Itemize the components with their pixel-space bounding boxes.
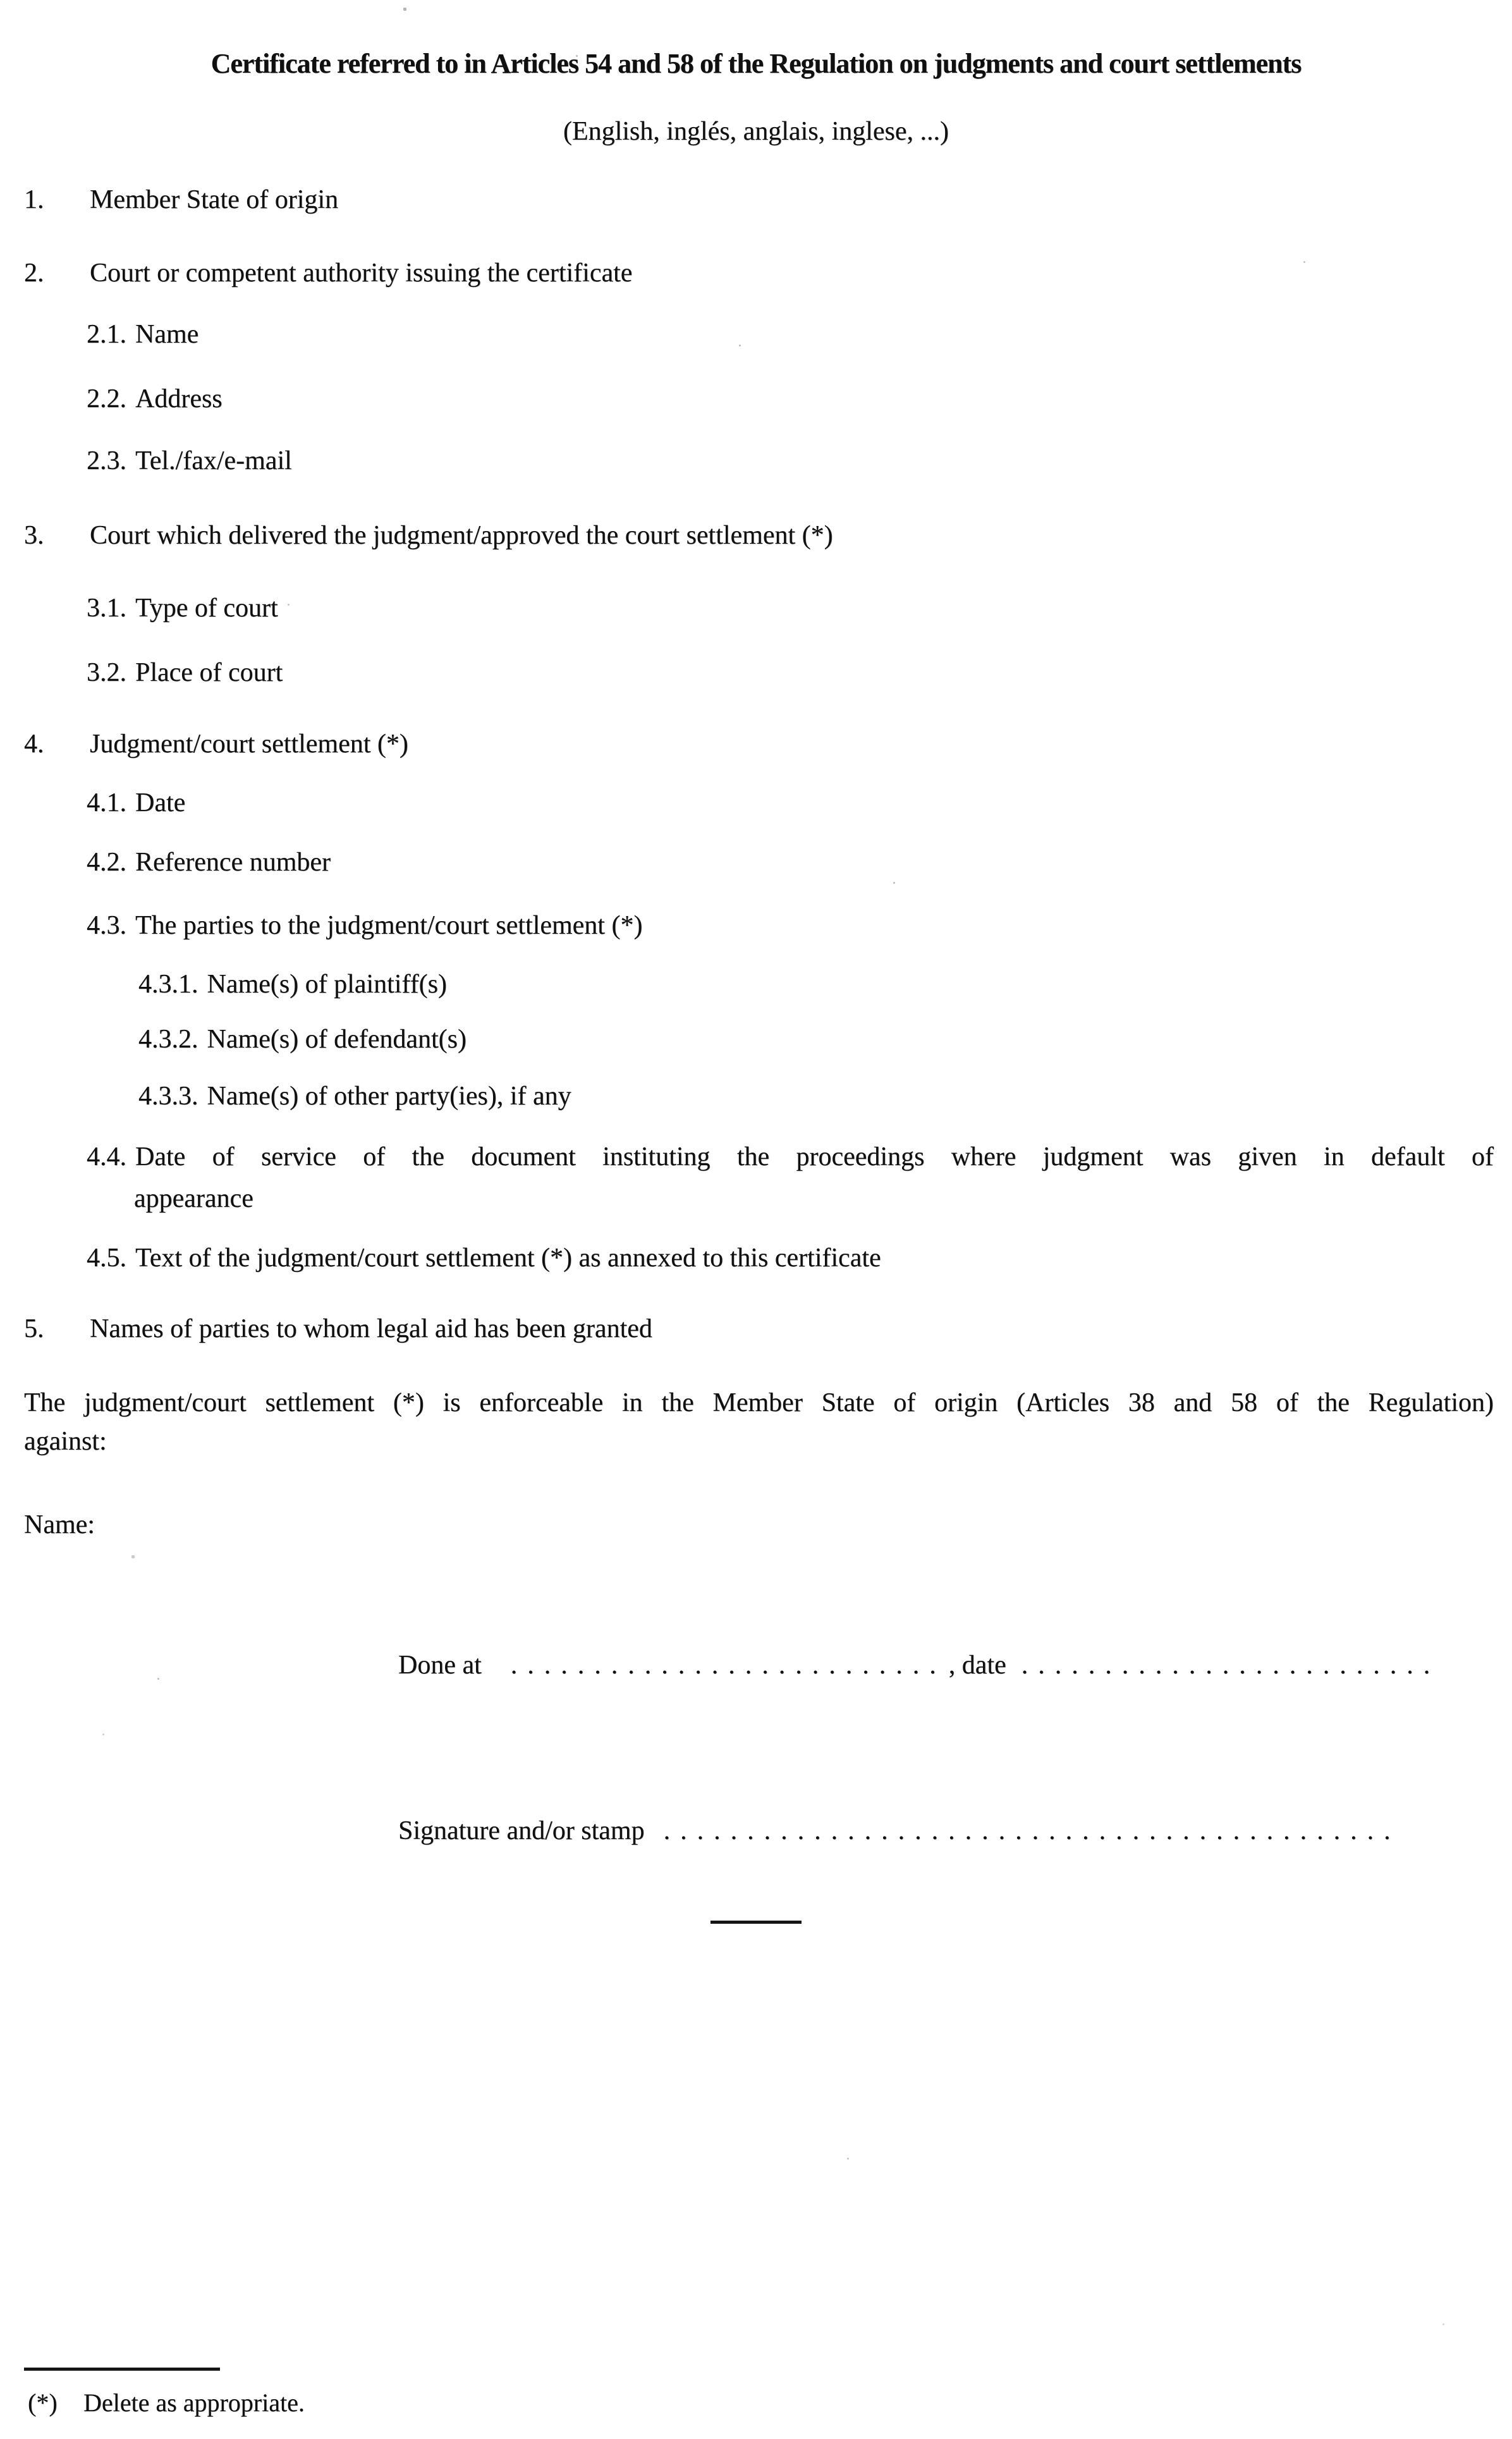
item-number: 4.2.: [87, 848, 126, 877]
form-item-2: [24, 260, 632, 286]
signature-dotted-leader: ............................................: [663, 1816, 1401, 1845]
item-label: Tel./fax/e-mail: [135, 446, 292, 475]
scan-noise-speckles: [0, 0, 1, 1]
item-number: 2.: [24, 259, 44, 288]
form-item-2-3: [87, 448, 292, 474]
footnote-marker: (*): [28, 2388, 58, 2417]
item-number: 3.1.: [87, 594, 126, 623]
item-number: 2.1.: [87, 320, 126, 349]
enforceability-paragraph: [24, 1390, 1494, 1455]
form-item-4-5: [87, 1245, 881, 1271]
item-line-justified: [87, 1144, 1494, 1170]
item-label: Reference number: [135, 848, 331, 877]
signature-line: [398, 1818, 1401, 1844]
form-item-4-3: [87, 912, 642, 939]
enforceability-line-1: The judgment/court settlement (*) is enforceable in the Member State of origin (Articles 38 and 58 of the Regulation): [24, 1388, 1494, 1417]
footnote-separator-rule: [24, 2368, 220, 2371]
item-label: Text of the judgment/court settlement (*) as annexed to this certificate: [135, 1244, 881, 1273]
item-label: Member State of origin: [90, 185, 339, 214]
form-item-4-2: [87, 849, 331, 876]
item-number: 5.: [24, 1314, 44, 1343]
item-label: Judgment/court settlement (*): [90, 730, 408, 759]
date-dotted-leader: .........................: [1021, 1651, 1441, 1680]
done-at-dotted-leader: ..........................: [510, 1651, 946, 1680]
item-label: Name(s) of other party(ies), if any: [207, 1082, 571, 1111]
item-number: 2.3.: [87, 446, 126, 475]
item-number: 1.: [24, 185, 44, 214]
item-number: 4.: [24, 730, 44, 759]
form-item-1: [24, 186, 338, 213]
form-item-2-2: [87, 386, 223, 412]
form-item-3-2: [87, 659, 283, 686]
footnote: [28, 2390, 305, 2416]
item-number: 4.1.: [87, 788, 126, 817]
item-label: The parties to the judgment/court settlement (*): [135, 911, 643, 940]
item-label: Date of service of the document instituting the proceedings where judgment was given in default of: [135, 1142, 1494, 1171]
item-label: Date: [135, 788, 186, 817]
item-number: 2.2.: [87, 384, 126, 413]
done-at-label: Done at: [398, 1651, 482, 1680]
item-number: 3.: [24, 521, 44, 550]
item-number: 4.3.: [87, 911, 126, 940]
done-at-line: [398, 1652, 1440, 1678]
item-number: 4.5.: [87, 1244, 126, 1273]
item-number: 4.3.1.: [138, 970, 198, 999]
language-line: (English, inglés, anglais, inglese, ...): [563, 117, 949, 146]
form-item-5: [24, 1316, 652, 1342]
item-label: Name(s) of defendant(s): [207, 1025, 466, 1054]
item-number: 4.3.3.: [138, 1082, 198, 1111]
item-label: Type of court: [135, 594, 278, 623]
form-item-4-3-3: [138, 1083, 571, 1109]
item-label: Place of court: [135, 658, 283, 687]
page-title: Certificate referred to in Articles 54 and 58 of the Regulation on judgments and court settlements: [210, 48, 1302, 79]
form-item-4-3-1: [138, 971, 447, 998]
form-item-4-4: [87, 1144, 1494, 1212]
center-separator-rule: [710, 1921, 802, 1924]
footnote-text: Delete as appropriate.: [83, 2388, 305, 2417]
form-item-4-3-2: [138, 1026, 466, 1053]
form-item-4-1: [87, 790, 185, 816]
item-label: Name: [135, 320, 199, 349]
form-item-3: [24, 522, 833, 549]
date-label: , date: [948, 1651, 1006, 1680]
item-line-continuation: appearance: [134, 1184, 253, 1213]
form-item-3-1: [87, 595, 278, 621]
signature-label: Signature and/or stamp: [398, 1816, 645, 1845]
form-item-2-1: [87, 321, 198, 348]
name-label: Name:: [24, 1510, 95, 1539]
enforceability-line-2: against:: [24, 1427, 107, 1456]
item-number: 4.4.: [87, 1142, 126, 1171]
item-label: Court or competent authority issuing the certificate: [90, 259, 633, 288]
item-number: 3.2.: [87, 658, 126, 687]
item-label: Name(s) of plaintiff(s): [207, 970, 447, 999]
item-label: Names of parties to whom legal aid has been granted: [90, 1314, 652, 1343]
form-item-4: [24, 731, 408, 757]
item-label: Address: [135, 384, 223, 413]
item-number: 4.3.2.: [138, 1025, 198, 1054]
item-label: Court which delivered the judgment/approved the court settlement (*): [90, 521, 833, 550]
